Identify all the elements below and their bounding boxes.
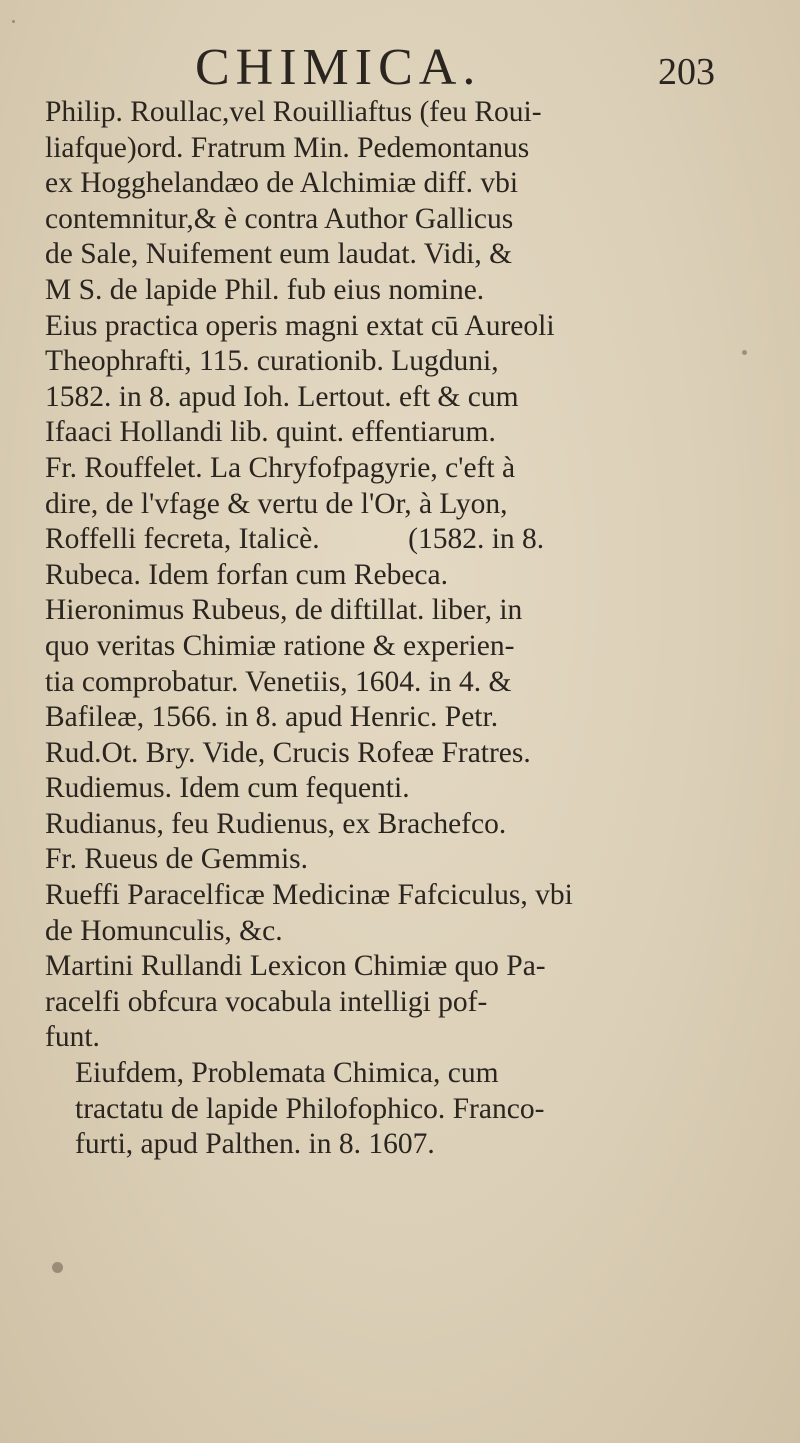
entry-line: racelfi obfcura vocabula intelligi pof- — [45, 985, 488, 1018]
entry-line: Eius practica operis magni extat cū Aureoli — [45, 309, 555, 342]
entry-line: funt. — [45, 1021, 100, 1054]
entry-line: tractatu de lapide Philofophico. Franco- — [75, 1092, 545, 1125]
entry-line: ex Hogghelandæo de Alchimiæ diff. vbi — [45, 167, 519, 200]
entry-line: Fr. Rouffelet. La Chryfofpagyrie, c'eft à — [45, 451, 516, 484]
ink-speck — [12, 20, 15, 23]
entry-rosselli — [45, 522, 760, 558]
entry-line: Philip. Roullac,vel Rouilliaftus (feu Roui- — [45, 96, 542, 128]
entry-line: liafque)ord. Fratrum Min. Pedemontanus — [45, 131, 530, 164]
page-number: 203 — [658, 51, 715, 93]
entry-line: Rudianus, feu Rudienus, ex Brachefco. — [45, 807, 507, 840]
entry-line: Martini Rullandi Lexicon Chimiæ quo Pa- — [45, 950, 546, 983]
entry-line: Rud.Ot. Bry. Vide, Crucis Rofeæ Fratres. — [45, 736, 531, 769]
entry-line: Theophrafti, 115. curationib. Lugduni, — [45, 345, 499, 378]
entry-line: M S. de lapide Phil. fub eius nomine. — [45, 273, 485, 306]
entry-rubeus — [45, 593, 760, 735]
entry-line: Rudiemus. Idem cum fequenti. — [45, 772, 410, 805]
entry-line: Fr. Rueus de Gemmis. — [45, 843, 309, 876]
running-head — [195, 38, 715, 98]
entry-rueffi — [45, 878, 760, 949]
running-head-title: CHIMICA. — [195, 39, 482, 96]
entry-rullandi — [45, 949, 760, 1056]
entry-line: de Homunculis, &c. — [45, 914, 283, 947]
entry-rudiemus — [45, 771, 760, 807]
entry-line: Bafileæ, 1566. in 8. apud Henric. Petr. — [45, 701, 499, 734]
entry-eius-practica — [45, 309, 760, 451]
bibliography-entries — [45, 95, 760, 1163]
entry-line: Rueffi Paracelficæ Medicinæ Fafciculus, vbi — [45, 879, 573, 912]
ink-speck — [742, 350, 747, 355]
ink-speck — [52, 1262, 63, 1273]
entry-rudianus — [45, 807, 760, 843]
entry-rud-ot-bry — [45, 736, 760, 772]
entry-line: quo veritas Chimiæ ratione & experien- — [45, 629, 515, 662]
entry-line: Ifaaci Hollandi lib. quint. effentiarum. — [45, 416, 496, 449]
entry-line: de Sale, Nuifement eum laudat. Vidi, & — [45, 238, 513, 271]
entry-line: tia comprobatur. Venetiis, 1604. in 4. & — [45, 665, 512, 698]
entry-rousselet — [45, 451, 760, 522]
entry-line: Hieronimus Rubeus, de diftillat. liber, in — [45, 594, 523, 627]
entry-line: furti, apud Palthen. in 8. 1607. — [75, 1128, 435, 1161]
entry-rubeca — [45, 558, 760, 594]
entry-rueus — [45, 842, 760, 878]
entry-eiusdem-problemata — [75, 1056, 760, 1163]
entry-line: 1582. in 8. apud Ioh. Lertout. eft & cum — [45, 380, 519, 413]
entry-roullac — [45, 95, 760, 309]
entry-line: dire, de l'vfage & vertu de l'Or, à Lyon, — [45, 487, 508, 520]
entry-line: Roffelli fecreta, Italicè. (1582. in 8. — [45, 523, 545, 556]
entry-line: Eiufdem, Problemata Chimica, cum — [75, 1057, 499, 1090]
entry-line: Rubeca. Idem forfan cum Rebeca. — [45, 558, 448, 591]
entry-line: contemnitur,& è contra Author Gallicus — [45, 202, 514, 235]
